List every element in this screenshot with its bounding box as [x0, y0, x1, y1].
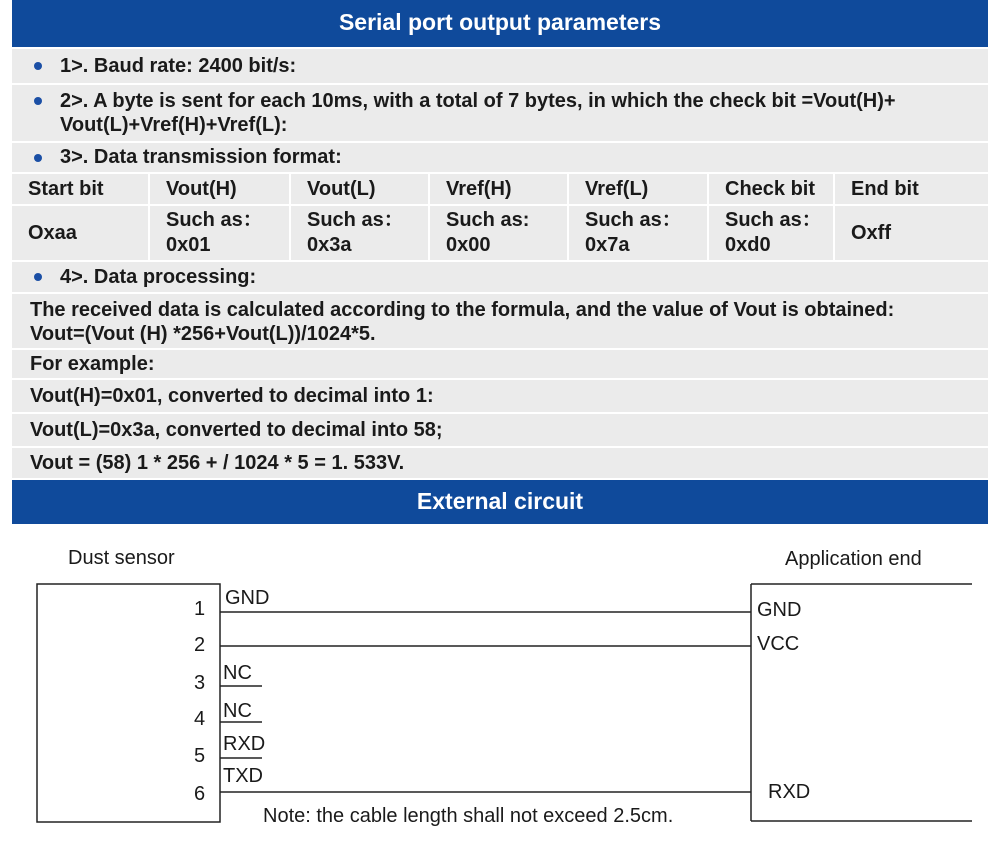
byte-sent-text-line2: Vout(L)+Vref(H)+Vref(L):: [60, 114, 288, 136]
dust-sensor-label: Dust sensor: [68, 547, 175, 569]
application-end-label: Application end: [785, 548, 922, 570]
cell-value-line1: Such as:: [446, 209, 530, 231]
formula-text-line1: The received data is calculated according to the formula, and the value of Vout is obtained:: [30, 299, 895, 321]
transmission-format-text: 3>. Data transmission format:: [60, 146, 342, 168]
pin-number: 3: [194, 672, 206, 694]
cell-value-line1: Such as：: [585, 209, 682, 231]
vout-l-text: Vout(L)=0x3a, converted to decimal into 58;: [30, 419, 443, 441]
data-processing-text: 4>. Data processing:: [60, 266, 257, 288]
cell-value-line2: 0x3a: [307, 234, 352, 256]
vout-h-text: Vout(H)=0x01, converted to decimal into 1:: [30, 385, 434, 407]
app-pin-gnd: GND: [757, 599, 802, 621]
pin-label-rxd: RXD: [223, 733, 266, 755]
vout-result-text: Vout = (58) 1 * 256 + / 1024 * 5 = 1. 533V.: [30, 452, 405, 474]
pin-number: 6: [194, 783, 206, 805]
header-label: Vref(H): [446, 177, 512, 200]
example-text: For example:: [30, 353, 155, 375]
serial-section-title: Serial port output parameters: [338, 9, 662, 35]
dust-sensor-box: [37, 584, 220, 822]
cell-value-line1: Such as：: [725, 209, 822, 231]
header-label: Vref(L): [585, 177, 649, 200]
pin-number: 2: [194, 634, 206, 656]
app-pin-rxd: RXD: [768, 781, 811, 803]
pin-number: 5: [194, 745, 206, 767]
cell-value-line2: 0x00: [446, 234, 491, 256]
pin-number: 1: [194, 598, 206, 620]
pin-label-nc: NC: [223, 662, 252, 684]
header-label: End bit: [851, 177, 919, 200]
cable-length-note: Note: the cable length shall not exceed 2.5cm.: [263, 805, 674, 827]
cell-value-line1: Such as：: [166, 209, 263, 231]
pin-label-nc: NC: [223, 700, 252, 722]
header-label: Start bit: [28, 177, 104, 200]
cell-value: Oxff: [851, 221, 891, 244]
header-label: Vout(H): [166, 177, 237, 200]
circuit-section-title: External circuit: [416, 488, 584, 514]
pin-label-gnd: GND: [225, 587, 270, 609]
baud-rate-text: 1>. Baud rate: 2400 bit/s:: [60, 55, 297, 77]
byte-sent-text-line1: 2>. A byte is sent for each 10ms, with a total of 7 bytes, in which the check bit =Vout(H)+: [60, 90, 896, 112]
cell-value-line1: Such as：: [307, 209, 404, 231]
pin-label-txd: TXD: [223, 765, 263, 787]
header-label: Check bit: [725, 177, 816, 200]
cell-value-line2: 0x01: [166, 234, 211, 256]
header-label: Vout(L): [307, 177, 376, 200]
app-pin-vcc: VCC: [757, 633, 800, 655]
cell-value: Oxaa: [28, 221, 77, 244]
cell-value-line2: 0xd0: [725, 234, 771, 256]
cell-value-line2: 0x7a: [585, 234, 630, 256]
pin-number: 4: [194, 708, 206, 730]
formula-text-line2: Vout=(Vout (H) *256+Vout(L))/1024*5.: [30, 323, 376, 345]
